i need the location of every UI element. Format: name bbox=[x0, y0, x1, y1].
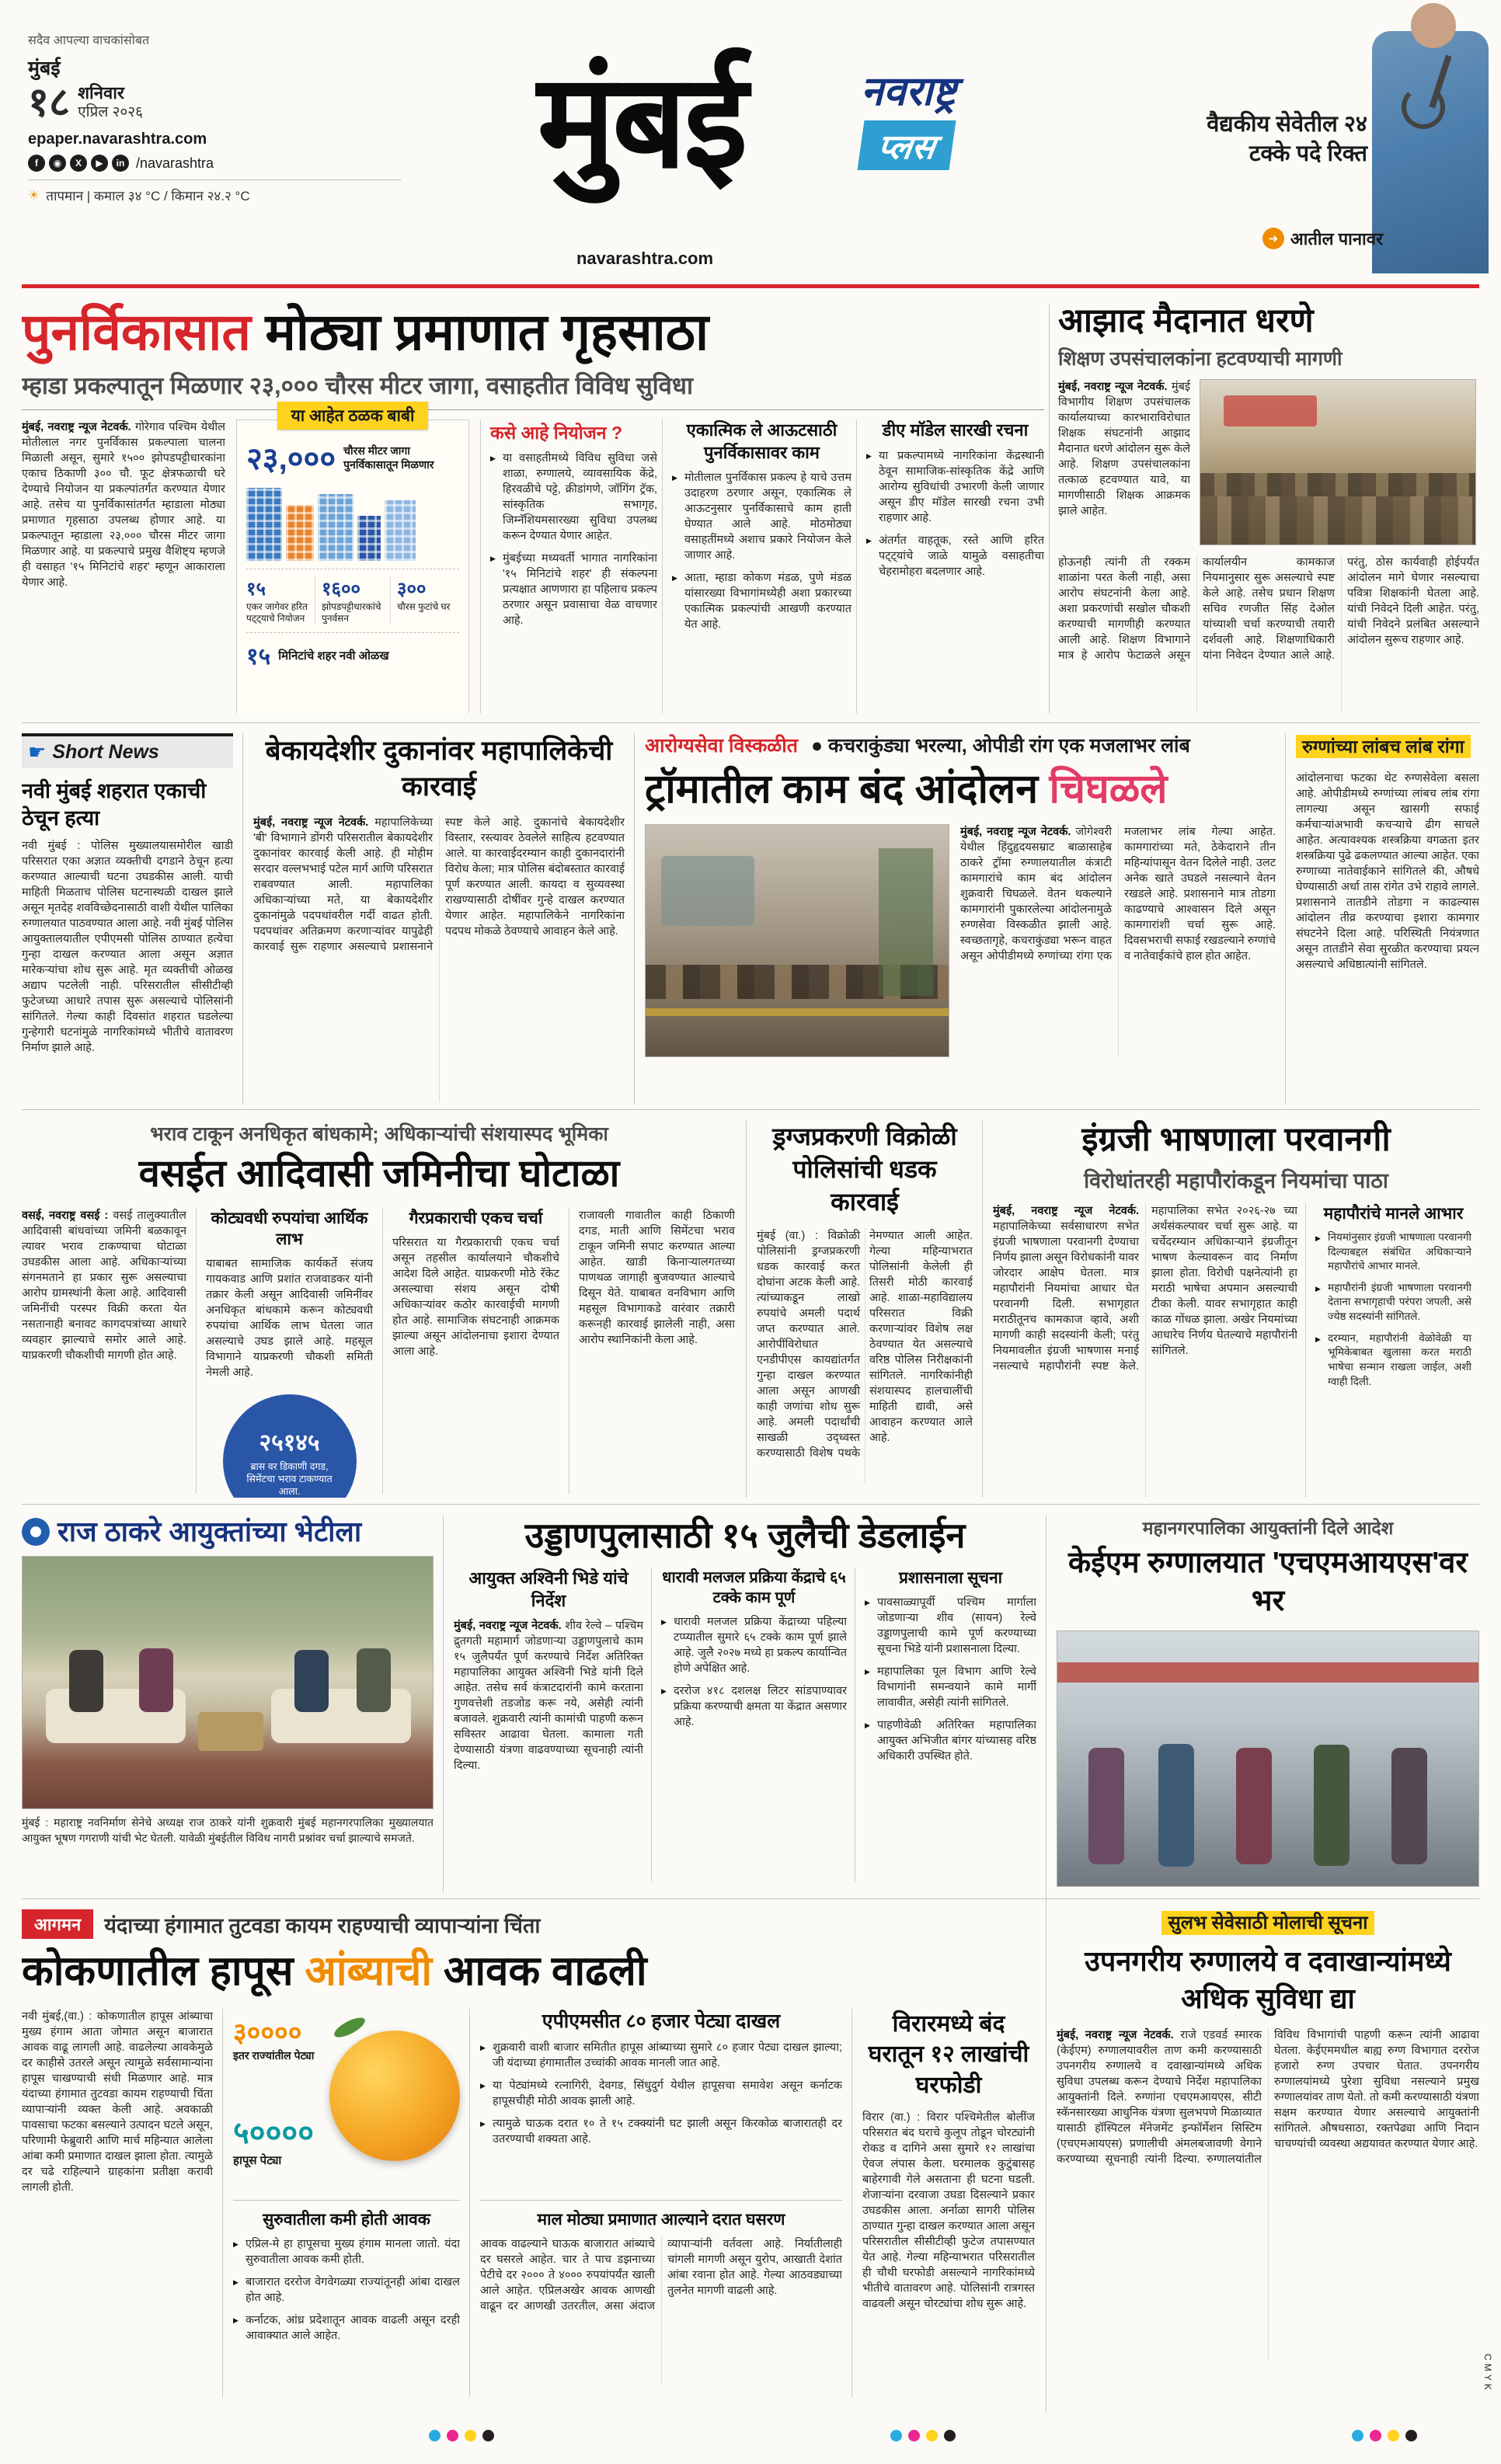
mango-headline-pre: कोकणातील हापूस bbox=[22, 1948, 305, 1994]
flyover-columns bbox=[454, 1568, 1036, 1881]
raj-story bbox=[22, 1515, 434, 1892]
divider bbox=[480, 2200, 842, 2201]
flyover-col3 bbox=[855, 1568, 1036, 1881]
stat2-number: ५०००० bbox=[233, 2115, 314, 2150]
azad-body2: होऊनही त्यांनी ती रक्कम शाळांना परत केली नाही, असा आरोप संघटनांनी केला आहे. अशा प्रकरणांची सखोल चौकशी करण्याची मागणीही करण्यात आली आहे. शिक्षण विभागाने मात्र हे आरोप फेटाळले असून कार्यालयीन कामकाज नियमानुसार सुरू असल्याचे स्पष्ट केले आहे. तसेच प्रधान शिक्षण सचिव रणजीत सिंह देओल यांच्याशी चर्चा करण्याची तयारी दर्शवली आहे. शिक्षणाधिकारी यांना निवेदन देण्यात आले आहे. परंतु, ठोस कार्यवाही होईपर्यंत आंदोलन मागे घेणार नसल्याचा पवित्रा शिक्षकांनी घेतला आहे. यांची निवेदने दिली आहेत. परंतु, यांची निवेदने प्रलंबित असल्याने आंदोलन सुरूच राहणार आहे. bbox=[1058, 555, 1479, 662]
shortnews-body: नवी मुंबई : पोलिस मुख्यालयासमोरील खाडी परिसरात एका अज्ञात व्यक्तीची दगडाने ठेचून हत्या करण्यात आल्याची घटना उघडकीस आली. याची माहिती मिळताच पोलिस घटनास्थळी दाखल झाले असून मृतदेह शवविच्छेदनासाठी वाशी येथील पालिका रुग्णालयात पाठवण्यात आला आहे. नवी मुंबई पोलिस आयुक्तालयातील एपीएमसी पोलिस ठाण्यात हत्येचा गुन्हा दाखल करण्यात आला असून अज्ञात मारेकऱ्यांचा शोध सुरू आहे. मृत व्यक्तीची ओळख अद्याप पटलेली नाही. परिसरातील सीसीटीव्ही फुटेजच्या आधारे तपास सुरू असल्याचे पोलिसांनी सांगितले. गेल्या काही दिवसांत शहरात घडलेल्या गुन्हेगारी घटनांमुळे नागरिकांमध्ये भीतीचे वातावरण निर्माण झाले आहे. bbox=[22, 840, 233, 1055]
teaser-text: वैद्यकीय सेवेतील २४ टक्के पदे रिक्त bbox=[1207, 112, 1367, 166]
social-row bbox=[28, 155, 401, 172]
queue-title-text: रुग्णांच्या लांबच लांब रांगा bbox=[1296, 735, 1471, 758]
masthead-brand bbox=[861, 70, 1055, 170]
flyover-dateline: मुंबई, नवराष्ट्र न्यूज नेटवर्क. bbox=[454, 1620, 562, 1633]
layout-item: ▶ मोतीलाल पुनर्विकास प्रकल्प हे याचे उत्तम उदाहरण ठरणार असून, एकात्मिक ले आऊटनुसार पुनर्विकासाचे काम हाती घेण्यात आले आहे. मोठमोठ्या वसाहतींमध्ये अशाच प्रकारे नियोजन केले जाणार आहे. bbox=[672, 470, 851, 563]
vasai-kicker: भराव टाकून अनधिकृत बांधकामे; अधिकाऱ्यांची संशयास्पद भूमिका bbox=[150, 1123, 608, 1145]
divider bbox=[1046, 1515, 1047, 2413]
mango-price-fall bbox=[480, 2209, 842, 2397]
mayor-box-head: महापौरांचे मानले आभार bbox=[1323, 1204, 1464, 1223]
mango-kicker-row bbox=[22, 1909, 1035, 1939]
vasai-sub1-body: याबाबत सामाजिक कार्यकर्ते संजय गायकवाड आणि प्रशांत राजवाडकर यांनी तक्रार केली असून आदिवासी जमिनींवर अनधिकृत बांधकामे करून कोट्यवधी रुपयांचा आर्थिक लाभ घेतला जात असल्याचे उघड झाले आहे. महसूल विभागाने याप्रकरणी चौकशी समिती नेमली आहे. bbox=[206, 1258, 373, 1380]
trauma-kicker-black: ● कचराकुंड्या भरल्या, ओपीडी रांग एक मजलाभर लांब bbox=[810, 735, 1190, 757]
drugs-headline: ड्रग्जप्रकरणी विक्रोळी पोलिसांची धडक कारवाई bbox=[772, 1122, 957, 1216]
vasai-col2 bbox=[196, 1208, 373, 1498]
website-url[interactable]: navarashtra.com bbox=[576, 249, 714, 268]
trauma-body-text: जोगेश्वरी येथील हिंदुहृदयसम्राट बाळासाहेब ठाकरे ट्रॉमा रुग्णालयातील कंत्राटी कामगारांचे काम बंद आंदोलन शुक्रवारी चिघळले. वेतन थकल्याने कामगारांनी पुकारलेल्या आंदोलनामुळे रुग्णसेवा विस्कळीत झाली आहे. स्वच्छतागृहे, कचराकुंड्या भरून वाहत असून ओपीडीमध्ये रुग्णांच्या रांगा एक मजलाभर लांब गेल्या आहेत. कामगारांच्या मते, ठेकेदाराने तीन महिन्यांपासून वेतन दिलेले नाही. उलट अनेक खाते उघडले नसल्याने वेतन रखडले आहे. प्रशासनाने मात्र तोडगा काढण्याचे आश्वासन दिले असून कामगारांशी चर्चा सुरू आहे. दिवसभराची सफाई रखडल्याने रुग्णांचे व नातेवाईकांचे हाल होत आहेत. bbox=[960, 825, 1276, 962]
vasai-sub2-body: परिसरात या गैरप्रकाराची एकच चर्चा असून तहसील कार्यालयाने चौकशीचे आदेश दिले आहेत. याप्रकरणी मोठे रॅकेट असल्याचा संशय असून दोषी अधिकाऱ्यांवर कठोर कारवाईची मागणी होत आहे. सामाजिक संघटनाही आक्रमक झाल्या असून आंदोलनाचा इशारा देण्यात आला आहे. bbox=[392, 1237, 559, 1359]
pointing-hand-icon: ☛ bbox=[28, 740, 47, 764]
flyover-col1 bbox=[454, 1568, 643, 1881]
azad-subhead: शिक्षण उपसंचालकांना हटवण्याची मागणी bbox=[1058, 347, 1343, 370]
trauma-kicker bbox=[645, 733, 1276, 759]
mango-headline-accent: आंब्याची bbox=[305, 1948, 433, 1994]
facts-big-number: २३,००० bbox=[246, 442, 336, 477]
cmyk-label: CMYK bbox=[1482, 2354, 1493, 2393]
raj-meeting-photo bbox=[22, 1556, 434, 1809]
flyover-col2-item: ▶ दररोज ४१८ दशलक्ष लिटर सांडपाण्यावर प्रक्रिया करण्याची क्षमता या केंद्रात असणार आहे. bbox=[661, 1683, 847, 1730]
flyover-story bbox=[454, 1515, 1036, 1892]
arrow-icon: ➜ bbox=[1262, 228, 1284, 249]
english-dateline: मुंबई, नवराष्ट्र न्यूज नेटवर्क. bbox=[993, 1204, 1139, 1217]
yellow-dot bbox=[1388, 2430, 1399, 2441]
fall-body: आवक वाढल्याने घाऊक बाजारात आंब्याचे दर घसरले आहेत. चार ते पाच डझनाच्या पेटीचे दर २००० ते ४००० रुपयांपर्यंत खाली आले आहेत. एप्रिलअखेर आवक आणखी वाढून दर आणखी उतरतील, असा अंदाज व्यापाऱ्यांनी वर्तवला आहे. निर्यातीलाही चांगली मागणी असून युरोप, आखाती देशांत आंबा रवाना होत आहे. गेल्या आठवड्याच्या तुलनेत मागणी वाढली आहे. bbox=[480, 2237, 842, 2313]
facts-bottom-num: १५ bbox=[246, 644, 271, 670]
cyan-dot bbox=[1352, 2430, 1363, 2441]
mango-story bbox=[22, 1909, 1035, 2413]
masthead-left bbox=[28, 31, 401, 204]
divider bbox=[222, 2009, 223, 2397]
x-twitter-icon[interactable]: X bbox=[70, 155, 87, 172]
flyover-col2 bbox=[651, 1568, 847, 1881]
plan-col-head: कसे आहे नियोजन ? bbox=[490, 423, 623, 444]
vasai-circle-text: ब्रास वर डिकाणी दगड, सिमेंटचा भराव टाकण्यात आला. bbox=[246, 1460, 333, 1498]
trauma-story bbox=[645, 733, 1276, 1105]
azad-dateline: मुंबई, नवराष्ट्र न्यूज नेटवर्क. bbox=[1058, 380, 1168, 393]
epaper-url[interactable]: epaper.navarashtra.com bbox=[28, 131, 207, 148]
divider bbox=[1285, 733, 1286, 1105]
weather-row bbox=[28, 179, 401, 204]
low-item: ▶ एप्रिल-मे हा हापूसचा मुख्य हंगाम मानला जातो. यंदा सुरुवातीला आवक कमी होती. bbox=[233, 2236, 460, 2267]
vasai-col1 bbox=[22, 1208, 186, 1494]
plan-item: ▶ मुंबईच्या मध्यवर्ती भागात नागरिकांना '१५ मिनिटांचे शहर' ही संकल्पना प्रत्यक्षात आणणारा हा पहिलाच प्रकल्प ठरणार असून प्रवासाचा वेळ वाचणार आहे. bbox=[490, 551, 657, 628]
date-day: शनिवार bbox=[78, 83, 124, 103]
vasai-columns bbox=[22, 1208, 737, 1498]
flyover-col3-item: ▶ पावसाळ्यापूर्वी पश्चिम मार्गाला जोडणाऱ्या शीव (सायन) रेल्वे उड्डाणपुलाची कामे पूर्ण करण्याच्या सूचना भिडे यांनी प्रशासनाला दिल्या. bbox=[865, 1595, 1036, 1657]
yellow-dot bbox=[465, 2430, 476, 2441]
lead-dateline: मुंबई, नवराष्ट्र न्यूज नेटवर्क. bbox=[22, 421, 131, 434]
english-headline: इंग्रजी भाषणाला परवानगी bbox=[1081, 1121, 1391, 1158]
mayor-thanks-box bbox=[1305, 1203, 1471, 1498]
divider bbox=[746, 1120, 747, 1498]
yellow-dot bbox=[926, 2430, 938, 2441]
lead-col-plan bbox=[480, 419, 657, 713]
flyover-col2-item: ▶ धारावी मलजल प्रक्रिया केंद्राच्या पहिल्या टप्प्यातील सुमारे ६५ टक्के काम पूर्ण झाले आहे. जुलै २०२७ मध्ये हा प्रकल्प कार्यान्वित होणे अपेक्षित आहे. bbox=[661, 1614, 847, 1676]
teaser-link-row[interactable] bbox=[1212, 227, 1383, 250]
lead-headline-red: पुनर्विकासात bbox=[22, 303, 252, 360]
trauma-dateline: मुंबई, नवराष्ट्र न्यूज नेटवर्क. bbox=[960, 825, 1071, 838]
suburban-headline: उपनगरीय रुग्णालये व दवाखान्यांमध्ये अधिक सुविधा द्या bbox=[1085, 1945, 1451, 2014]
lead-columns bbox=[22, 407, 1044, 713]
fact-stat-label: चौरस फुटांचे घर bbox=[397, 601, 451, 613]
magenta-dot bbox=[908, 2430, 920, 2441]
lead-subhead: म्हाडा प्रकल्पातून मिळणार २३,००० चौरस मीटर जागा, वसाहतीत विविध सुविधा bbox=[22, 372, 694, 400]
stat-hapus bbox=[233, 2110, 314, 2168]
cyan-dot bbox=[429, 2430, 441, 2441]
divider bbox=[1049, 305, 1050, 713]
vasai-body2: राजावली गावातील काही ठिकाणी दगड, माती आणि सिमेंटचा भराव टाकून जमिनी सपाट करण्यात आल्या आहेत. खाडी किनाऱ्यालगतच्या पाणथळ जागाही बुजवण्यात आल्याचे दिसून येते. याबाबत वनविभाग आणि महसूल विभागाकडे वारंवार तक्रारी करूनही कारवाई झालेली नाही, असा आरोप स्थानिकांनी केला आहे. bbox=[579, 1209, 735, 1346]
weather-text: तापमान | कमाल ३४ °C / किमान २४.२ °C bbox=[46, 189, 250, 204]
registration-marks bbox=[890, 2430, 956, 2441]
suburban-dateline: मुंबई, नवराष्ट्र न्यूज नेटवर्क. bbox=[1057, 2029, 1174, 2042]
flyover-col1-text: शीव रेल्वे – पश्चिम द्रुतगती महामार्ग जोडणाऱ्या उड्डाणपुलाचे काम १५ जुलैपर्यंत पूर्ण करण्याचे निर्देश अतिरिक्त महापालिका आयुक्त अश्विनी भिडे यांनी दिले आहेत. तसेच सर्व कंत्राटदारांनी कामे करताना गुणवत्तेशी तडजोड करू नये, असेही त्यांनी बजावले. शुक्रवारी त्यांनी कामांची पाहणी करून सविस्तर आढावा घेतला. कामाला गती देण्यासाठी यंत्रणा वाढवण्याच्या सूचनाही त्यांनी दिल्या. bbox=[454, 1620, 643, 1773]
party-flag-icon bbox=[22, 1518, 50, 1546]
lead-col-model bbox=[856, 419, 1044, 713]
english-body-text: महापालिकेच्या सर्वसाधारण सभेत इंग्रजी भाषणाला परवानगी देण्याचा निर्णय झाला असून विरोधकांनी यावर जोरदार आक्षेप घेतला. मात्र महापौरांनी नियमांचा आधार घेत परवानगी दिली. सभागृहात मराठीतूनच कामकाज व्हावे, अशी मागणी काही सदस्यांनी केली; परंतु नियमावलीत इंग्रजी भाषणास मनाई नसल्याचे महापौरांनी स्पष्ट केले. महापालिका सभेत २०२६-२७ च्या अर्थसंकल्पावर चर्चा सुरू आहे. या चर्चेदरम्यान अधिकाऱ्याने इंग्रजीतून भाषण केल्यावरून वाद निर्माण झाला होता. विरोधी पक्षनेत्यांनी हा मराठी भाषेचा अपमान असल्याची टीका केली. यावर सभागृहात काही काळ गोंधळ झाला. अखेर नियमांच्या आधारेच निर्णय घेतल्याचे महापौरांनी सांगितले. bbox=[993, 1204, 1297, 1373]
mango-body1: नवी मुंबई,(वा.) : कोकणातील हापूस आंब्याचा मुख्य हंगाम आता जोमात असून बाजारात आवक वाढू लागली आहे. वाढलेल्या आवकेमुळे दर काहीसे उतरले असून त्यामुळे सर्वसामान्यांना हापूस चाखण्याची संधी मिळणार आहे. मात्र यंदाच्या हंगामात तुटवडा कायम राहण्याची चिंता व्यापाऱ्यांनी व्यक्त केली आहे. अवकाळी पावसाचा फटका बसल्याने उत्पादन घटले असून, परिणामी फेब्रुवारी आणि मार्च महिन्यात आलेला आंबा कमी प्रमाणात दाखल झाला होता. त्यामुळे दर चढे राहिल्याने ग्राहकांना प्रतीक्षा करावी लागली होती. bbox=[22, 2010, 213, 2194]
teaser-link[interactable]: आतील पानावर bbox=[1290, 229, 1383, 249]
doctor-head bbox=[1411, 3, 1456, 48]
flyover-headline: उड्डाणपुलासाठी १५ जुलैची डेडलाईन bbox=[524, 1516, 966, 1555]
cyan-dot bbox=[890, 2430, 902, 2441]
kem-kicker: महानगरपालिका आयुक्तांनी दिले आदेश bbox=[1142, 1518, 1394, 1538]
short-news-title: Short News bbox=[52, 741, 159, 763]
magenta-dot bbox=[447, 2430, 458, 2441]
vasai-col4 bbox=[569, 1208, 735, 1494]
youtube-icon[interactable]: ▶ bbox=[91, 155, 108, 172]
mango-content bbox=[22, 2009, 1035, 2397]
edition-label: मुंबई bbox=[28, 57, 61, 79]
suburban-story bbox=[1057, 1909, 1479, 2413]
divider bbox=[469, 2009, 470, 2397]
facebook-icon[interactable]: f bbox=[28, 155, 45, 172]
english-story bbox=[993, 1120, 1479, 1498]
fact-stat bbox=[246, 576, 308, 625]
queue-box bbox=[1296, 733, 1479, 1105]
trauma-queue-photo bbox=[645, 824, 949, 1057]
black-dot bbox=[482, 2430, 494, 2441]
stat-other-states bbox=[233, 2013, 326, 2063]
apmc-item: ▶ शुक्रवारी वाशी बाजार समितीत हापूस आंब्याच्या सुमारे ८० हजार पेट्या दाखल झाल्या; जी यंदाच्या हंगामातील उच्चांकी आवक मानली जात आहे. bbox=[480, 2040, 842, 2071]
mango-low-supply bbox=[233, 2209, 460, 2397]
stat1-number: ३०००० bbox=[233, 2017, 302, 2048]
buildings-illustration bbox=[246, 483, 459, 561]
vasai-dateline: वसई, नवराष्ट्र वसई : bbox=[22, 1209, 109, 1222]
masthead-logo bbox=[423, 23, 858, 219]
lead-story bbox=[22, 301, 1044, 713]
shops-dateline: मुंबई, नवराष्ट्र न्यूज नेटवर्क. bbox=[253, 816, 369, 829]
shortnews-headline: नवी मुंबई शहरात एकाची ठेचून हत्या bbox=[22, 779, 207, 830]
mayor-box-item: ▶ दरम्यान, महापौरांनी वेळोवेळी या भूमिकेबाबत खुलासा करत मराठी भाषेचा सन्मान राखला जाईल, अशी ग्वाही दिली. bbox=[1315, 1331, 1471, 1390]
virar-story bbox=[862, 2009, 1035, 2397]
trauma-kicker-red: आरोग्यसेवा विस्कळीत bbox=[645, 735, 799, 757]
trauma-headline bbox=[645, 765, 1276, 813]
stat1-label: इतर राज्यांतील पेट्या bbox=[233, 2048, 315, 2062]
date-block bbox=[28, 82, 401, 123]
azad-story bbox=[1058, 301, 1479, 713]
divider bbox=[634, 733, 635, 1105]
mango-apmc bbox=[480, 2009, 842, 2194]
fall-head: माल मोठ्या प्रमाणात आल्याने दरात घसरण bbox=[537, 2210, 785, 2229]
virar-body: विरार (वा.) : विरार पश्चिमेतील बोलींज परिसरात बंद घराचे कुलूप तोडून चोरट्यांनी रोकड व दागिने असा सुमारे १२ लाखांचा ऐवज लंपास केला. घरमालक कुटुंबासह बाहेरगावी गेले असताना ही घटना घडली. शेजाऱ्यांना दरवाजा उघडा दिसल्याने प्रकार उघडकीस आला. अर्नाळा सागरी पोलिस ठाण्यात गुन्हा दाखल करण्यात आला असून परिसरातील सीसीटीव्ही फुटेज तपासण्यात येत आहे. गेल्या महिन्याभरात परिसरातील ही चौथी घरफोडी असल्याने नागरिकांमध्ये भीतीचे वातावरण आहे. पोलिसांनी रात्रगस्त वाढवली असून चोरट्यांचा शोध सुरू आहे. bbox=[862, 2111, 1035, 2311]
brand-plus: प्लस bbox=[858, 120, 956, 170]
vasai-sub1-head: कोट्यवधी रुपयांचा आर्थिक लाभ bbox=[211, 1209, 368, 1249]
lead-facts-box bbox=[236, 407, 469, 713]
facts-box-title: या आहेत ठळक बाबी bbox=[277, 402, 429, 430]
flyover-col2-head: धारावी मलजल प्रक्रिया केंद्राचे ६५ टक्के काम पूर्ण bbox=[662, 1569, 846, 1606]
suburban-body bbox=[1057, 2027, 1479, 2361]
apmc-item: ▶ या पेट्यांमध्ये रत्नागिरी, देवगड, सिंधुदुर्ग येथील हापूसचा समावेश असून कर्नाटक हापूसचीही मोठी आवक झाली आहे. bbox=[480, 2078, 842, 2109]
flyover-col3-item: ▶ पाहणीवेळी अतिरिक्त महापालिका आयुक्त अभिजीत बांगर यांच्यासह वरिष्ठ अधिकारी उपस्थित होते. bbox=[865, 1717, 1036, 1764]
low-head: सुरुवातीला कमी होती आवक bbox=[263, 2210, 430, 2229]
model-item: ▶ अंतर्गत वाहतूक, रस्ते आणि हरित पट्ट्यांचे जाळे यामुळे वसाहतीचा चेहरामोहरा बदलणार आहे. bbox=[866, 533, 1044, 579]
azad-body1: मुंबई विभागीय शिक्षण उपसंचालक कार्यालयाच्या कारभाराविरोधात शिक्षक संघटनांनी आझाद मैदानात धरणे आंदोलन सुरू केले आहे. शिक्षण उपसंचालकांना तत्काळ हटवण्यात यावे, या मागणीसाठी शिक्षक आक्रमक झाले आहेत. bbox=[1058, 380, 1190, 517]
social-handle: /navarashtra bbox=[136, 155, 214, 171]
queue-title bbox=[1296, 733, 1479, 761]
lead-intro-col bbox=[22, 419, 225, 713]
divider bbox=[22, 722, 1479, 723]
drugs-story bbox=[757, 1120, 973, 1498]
fact-stat-num: १५ bbox=[246, 579, 266, 600]
queue-body: आंदोलनाचा फटका थेट रुग्णसेवेला बसला आहे. ओपीडीमध्ये रुग्णांच्या लांबच लांब रांगा लागल्या असून खासगी सफाई कर्मचाऱ्यांअभावी कचऱ्याचे ढीग साचले आहेत. अत्यावश्यक शस्त्रक्रिया वगळता इतर शस्त्रक्रिया पुढे ढकलण्यात आल्या आहेत. एका रुग्णाच्या नातेवाईकाने सांगितले की, औषधे घेण्यासाठी अर्धा तास रांगेत उभे राहावे लागले. प्रशासनाने तातडीने तोडगा न काढल्यास आंदोलन तीव्र करण्याचा इशारा कामगार संघटनेने दिला आहे. परिस्थिती नियंत्रणात असून तातडीने सेवा सुरळीत करण्याचा प्रयत्न असल्याचे अधिष्ठात्यांनी सांगितले. bbox=[1296, 771, 1479, 971]
date-number: १८ bbox=[28, 80, 71, 125]
lead-headline bbox=[22, 301, 1044, 363]
divider bbox=[22, 1898, 1479, 1899]
linkedin-icon[interactable]: in bbox=[112, 155, 129, 172]
divider bbox=[22, 1504, 1479, 1505]
brand-navarashtra: नवराष्ट्र bbox=[861, 69, 956, 114]
drugs-body: मुंबई (वा.) : विक्रोळी पोलिसांनी ड्रग्जप्रकरणी धडक कारवाई करत दोघांना अटक केली आहे. त्यांच्याकडून लाखो रुपयांचे अमली पदार्थ जप्त करण्यात आले. आरोपींविरोधात एनडीपीएस कायद्यांतर्गत गुन्हा दाखल करण्यात आला असून आणखी काही जणांचा शोध सुरू आहे. अमली पदार्थांची साखळी उद्ध्वस्त करण्यासाठी विशेष पथके नेमण्यात आली आहेत. गेल्या महिन्याभरात पोलिसांनी केलेली ही तिसरी मोठी कारवाई आहे. शाळा-महाविद्यालय परिसरात विक्री करणाऱ्यांवर विशेष लक्ष ठेवण्यात येत असल्याचे वरिष्ठ पोलिस निरीक्षकांनी सांगितले. नागरिकांनीही संशयास्पद हालचालींची माहिती द्यावी, असे आवाहन करण्यात आले आहे. bbox=[757, 1229, 973, 1460]
instagram-icon[interactable]: ◉ bbox=[49, 155, 66, 172]
black-dot bbox=[1405, 2430, 1417, 2441]
flyover-col1-head: आयुक्त अश्विनी भिडे यांचे निर्देश bbox=[468, 1568, 629, 1610]
plan-item: ▶ या वसाहतीमध्ये विविध सुविधा जसे शाळा, रुग्णालये, व्यावसायिक केंद्रे, हिरवळीचे पट्टे, क्रीडांगणे, जॉगिंग ट्रॅक, सांस्कृतिक सभागृह, जिम्नॅशियमसारख्या सुविधा उपलब्ध करून देण्यात येणार आहेत. bbox=[490, 451, 657, 544]
english-subhead: विरोधांतरही महापौरांकडून नियमांचा पाठा bbox=[1084, 1168, 1388, 1192]
vasai-circle-num: २५१४५ bbox=[259, 1429, 320, 1456]
flyover-col3-head: प्रशासनाला सूचना bbox=[898, 1569, 1003, 1587]
shops-body-text: महापालिकेच्या 'बी' विभागाने डोंगरी परिसरातील बेकायदेशीर दुकानांवर कारवाई केली आहे. ही मोहीम सरदार वल्लभभाई पटेल मार्ग आणि परिसरात राबवण्यात आली. महापालिका अधिकाऱ्यांच्या मते, या बेकायदेशीर दुकानांमुळे पदपथांवरील गर्दी वाढत होती. पदपथांवर अतिक्रमण करणाऱ्यांवर यापुढेही कारवाई सुरू राहणार असल्याचे प्रशासनाने स्पष्ट केले आहे. दुकानांचे बेकायदेशीर विस्तार, रस्त्यावर ठेवलेले साहित्य हटवण्यात आले. या कारवाईदरम्यान काही दुकानदारांनी विरोध केला; मात्र पोलिस बंदोबस्तात कारवाई पूर्ण करण्यात आली. कायदा व सुव्यवस्था राखण्यासाठी दोषींवर गुन्हे दाखल करण्यात येणार आहेत. महापालिकेने नागरिकांना पदपथ मोकळे ठेवण्याचे आवाहन केले आहे. bbox=[253, 816, 625, 953]
masthead-tagline: सदैव आपल्या वाचकांसोबत bbox=[28, 34, 150, 47]
suburban-body-text: राजे एडवर्ड स्मारक (केईएम) रुग्णालयावरील ताण कमी करण्यासाठी उपनगरीय रुग्णालये व दवाखान्यांमध्ये अधिक सुविधा उपलब्ध करून देण्याचे निर्देश महापालिका आयुक्तांनी दिले. रुग्णांना एचएमआयएस, सीटी स्कॅनसारख्या आधुनिक यंत्रणा सुलभपणे मिळाव्यात यासाठी हॉस्पिटल मॅनेजमेंट इन्फॉर्मेशन सिस्टिम (एचएमआयएस) प्रणालीची अंमलबजावणी वेगाने करण्याच्या सूचनाही त्यांनी दिल्या. रुग्णालयांतील विविध विभागांची पाहणी करून त्यांनी आढावा घेतला. केईएममधील बाह्य रुग्ण विभागात दररोज हजारो रुग्ण उपचार घेतात. उपनगरीय रुग्णालयांमध्ये पुरेशा सुविधा नसल्याने प्रमुख रुग्णालयांवर ताण येतो. तो कमी करण्यासाठी यंत्रणा सक्षम करण्यात येणार असल्याचे आयुक्तांनी सांगितले. औषधसाठा, रक्तपेढ्या आणि निदान चाचण्यांची व्यवस्था अद्ययावत करण्यात येणार आहे. bbox=[1057, 2029, 1479, 2166]
fact-stat bbox=[315, 576, 384, 625]
apmc-item: ▶ त्यामुळे घाऊक दरात १० ते १५ टक्क्यांनी घट झाली असून किरकोळ बाजारातही दर उतरण्याची शक्यता आहे. bbox=[480, 2116, 842, 2147]
vasai-sub2-head: गैरप्रकाराची एकच चर्चा bbox=[409, 1209, 543, 1227]
fact-stat-num: ३०० bbox=[397, 579, 427, 600]
mango-kicker: यंदाच्या हंगामात तुटवडा कायम राहण्याची व्यापाऱ्यांना चिंता bbox=[104, 1913, 541, 1937]
flyover-col1-body bbox=[454, 1618, 643, 1874]
divider bbox=[851, 2009, 852, 2397]
divider bbox=[982, 1120, 983, 1498]
mango-tag: आगमन bbox=[22, 1909, 93, 1939]
suburban-kicker-text: सुलभ सेवेसाठी मोलाची सूचना bbox=[1161, 1911, 1374, 1935]
divider bbox=[443, 1515, 444, 1892]
trauma-row bbox=[645, 824, 1276, 1057]
model-col-head: डीए मॉडेल सारखी रचना bbox=[882, 420, 1029, 440]
facts-bottom-label: मिनिटांचे शहर नवी ओळख bbox=[278, 649, 389, 663]
sun-icon: ☀ bbox=[28, 187, 40, 203]
lead-intro-text: गोरेगाव पश्चिम येथील मोतीलाल नगर पुनर्विकास प्रकल्पाला चालना मिळाली असून, सुमारे १५०० झोपडपट्टीधारकांना एकाच ठिकाणी ३०० चौ. फूट क्षेत्रफळाची घरे देण्याचे नियोजन या प्रकल्पांतर्गत करण्यात येणार आहे. तसेच या पुनर्विकासांतर्गत म्हाडाला मोठ्या प्रमाणात गृहसाठा उपलब्ध होणार आहे. या प्रकल्पातून म्हाडाला २३,००० चौरस मीटर जागा मिळणार आहे. या प्रकल्पाचे प्रमुख वैशिष्ट्य म्हणजे ही वसाहत '१५ मिनिटांचे शहर' म्हणून आकाराला येणार आहे. bbox=[22, 421, 225, 590]
facts-big-label: चौरस मीटर जागा पुनर्विकासातून मिळणार bbox=[343, 444, 434, 471]
vasai-body1: वसई तालुक्यातील आदिवासी बांधवांच्या जमिनी बळकावून त्यावर भराव टाकण्याचा घोटाळा उघडकीस आला आहे. अधिकाऱ्यांच्या संगनमताने हा प्रकार सुरू असल्याचा आरोप ग्रामस्थांनी केला आहे. आदिवासी जमिनींची परस्पर विक्री करता येत नसतानाही बनावट कागदपत्रांच्या आधारे व्यवहार झाल्याचे समोर आले आहे. याप्रकरणी चौकशीची मागणी होत आहे. bbox=[22, 1209, 186, 1362]
mayor-box-item: ▶ महापौरांनी इंग्रजी भाषणाला परवानगी देताना सभागृहाची परंपरा जपली, असे ज्येष्ठ सदस्यांनी सांगितले. bbox=[1315, 1281, 1471, 1324]
fact-stat-label: झोपडपट्टीधारकांचे पुनर्वसन bbox=[322, 601, 381, 625]
flyover-col3-item: ▶ महापालिका पूल विभाग आणि रेल्वे विभागांनी समन्वयाने कामे मार्गी लावावीत, असेही त्यांनी सांगितले. bbox=[865, 1664, 1036, 1711]
low-item: ▶ कर्नाटक, आंध्र प्रदेशातून आवक वाढली असून दरही आवाक्यात आले आहेत. bbox=[233, 2313, 460, 2344]
vasai-headline: वसईत आदिवासी जमिनीचा घोटाळा bbox=[138, 1153, 620, 1195]
trauma-headline-accent: चिघळले bbox=[1049, 766, 1168, 812]
azad-body-col bbox=[1058, 379, 1190, 545]
vasai-col3 bbox=[382, 1208, 559, 1494]
facts-big-stat bbox=[246, 436, 459, 479]
black-dot bbox=[944, 2430, 956, 2441]
facts-bottom-stat bbox=[246, 632, 459, 671]
layout-item: ▶ आता, म्हाडा कोकण मंडळ, पुणे मंडळ यांसारख्या विभागांमध्येही अशा प्रकारच्या एकात्मिक प्रकल्पांची आखणी करण्यात येत आहे. bbox=[672, 570, 851, 632]
logo-city: मुंबई bbox=[537, 48, 745, 194]
fact-stat-label: एकर जागेवर हरित पट्ट्याचे नियोजन bbox=[246, 601, 308, 625]
english-body bbox=[993, 1203, 1297, 1498]
divider bbox=[22, 1109, 1479, 1110]
raj-caption: मुंबई : महाराष्ट्र नवनिर्माण सेनेचे अध्यक्ष राज ठाकरे यांनी शुक्रवारी मुंबई महानगरपालिका मुख्यालयात आयुक्त भूषण गगराणी यांची भेट घेतली. यावेळी मुंबईतील विविध नागरी प्रश्नांवर चर्चा झाल्याचे समजते. bbox=[22, 1816, 434, 1844]
shops-body bbox=[253, 815, 625, 1102]
mango-infographic bbox=[233, 2009, 460, 2194]
vasai-stat-circle bbox=[223, 1394, 357, 1498]
fact-stat bbox=[390, 576, 459, 625]
vasai-story bbox=[22, 1120, 737, 1498]
kem-story bbox=[1057, 1515, 1479, 1892]
mango-photo bbox=[329, 2031, 460, 2161]
raj-headline-row bbox=[22, 1515, 434, 1548]
model-item: ▶ या प्रकल्पामध्ये नागरिकांना केंद्रस्थानी ठेवून सामाजिक-सांस्कृतिक केंद्रे आणि आरोग्य सुविधांची उभारणी केली जाणार असून डीए मॉडेल सारखी रचना उभी राहणार आहे. bbox=[866, 448, 1044, 526]
short-news bbox=[22, 733, 233, 1105]
layout-col-head: एकात्मिक ले आऊटसाठी पुनर्विकासावर काम bbox=[686, 420, 838, 462]
magenta-dot bbox=[1370, 2430, 1381, 2441]
suburban-kicker bbox=[1161, 1909, 1374, 1935]
mango-headline bbox=[22, 1947, 1035, 1996]
registration-marks bbox=[429, 2430, 494, 2441]
mayor-box-item: ▶ नियमांनुसार इंग्रजी भाषणाला परवानगी दिल्याबद्दल संबंधित अधिकाऱ्याने महापौरांचे आभार मानले. bbox=[1315, 1230, 1471, 1274]
short-news-header bbox=[22, 733, 233, 768]
lead-headline-black: मोठ्या प्रमाणात गृहसाठा bbox=[251, 303, 709, 360]
raj-headline: राज ठाकरे आयुक्तांच्या भेटीला bbox=[57, 1516, 362, 1547]
mango-leaf bbox=[332, 2013, 367, 2041]
date-monthyear: एप्रिल २०२६ bbox=[78, 103, 144, 120]
azad-headline: आझाद मैदानात धरणे bbox=[1058, 302, 1314, 339]
registration-marks bbox=[1352, 2430, 1417, 2441]
fact-stat-num: १६०० bbox=[322, 579, 360, 600]
stat2-label: हापूस पेट्या bbox=[233, 2153, 282, 2167]
virar-headline: विरारमध्ये बंद घरातून १२ लाखांची घरफोडी bbox=[868, 2010, 1029, 2098]
kem-hospital-photo bbox=[1057, 1630, 1479, 1887]
shops-headline: बेकायदेशीर दुकानांवर महापालिकेची कारवाई bbox=[265, 736, 613, 802]
low-item: ▶ बाजारात दररोज वेगवेगळ्या राज्यांतूनही आंबा दाखल होत आहे. bbox=[233, 2274, 460, 2306]
english-row bbox=[993, 1203, 1479, 1498]
lead-col-layout bbox=[662, 419, 851, 713]
shops-story bbox=[253, 733, 625, 1105]
kem-headline: केईएम रुग्णालयात 'एचएमआयएस'वर भर bbox=[1068, 1547, 1468, 1618]
apmc-head: एपीएमसीत ८० हजार पेट्या दाखल bbox=[542, 2010, 781, 2032]
trauma-body bbox=[960, 824, 1276, 1057]
divider bbox=[233, 2200, 460, 2201]
divider bbox=[242, 733, 243, 1105]
mango-headline-post: आवक वाढली bbox=[432, 1948, 647, 1994]
masthead-rule bbox=[22, 284, 1479, 288]
trauma-headline-black: ट्रॉमातील काम बंद आंदोलन bbox=[645, 766, 1050, 812]
azad-protest-photo bbox=[1200, 379, 1476, 545]
azad-top-row bbox=[1058, 379, 1479, 545]
facts-stats-row bbox=[246, 569, 459, 625]
